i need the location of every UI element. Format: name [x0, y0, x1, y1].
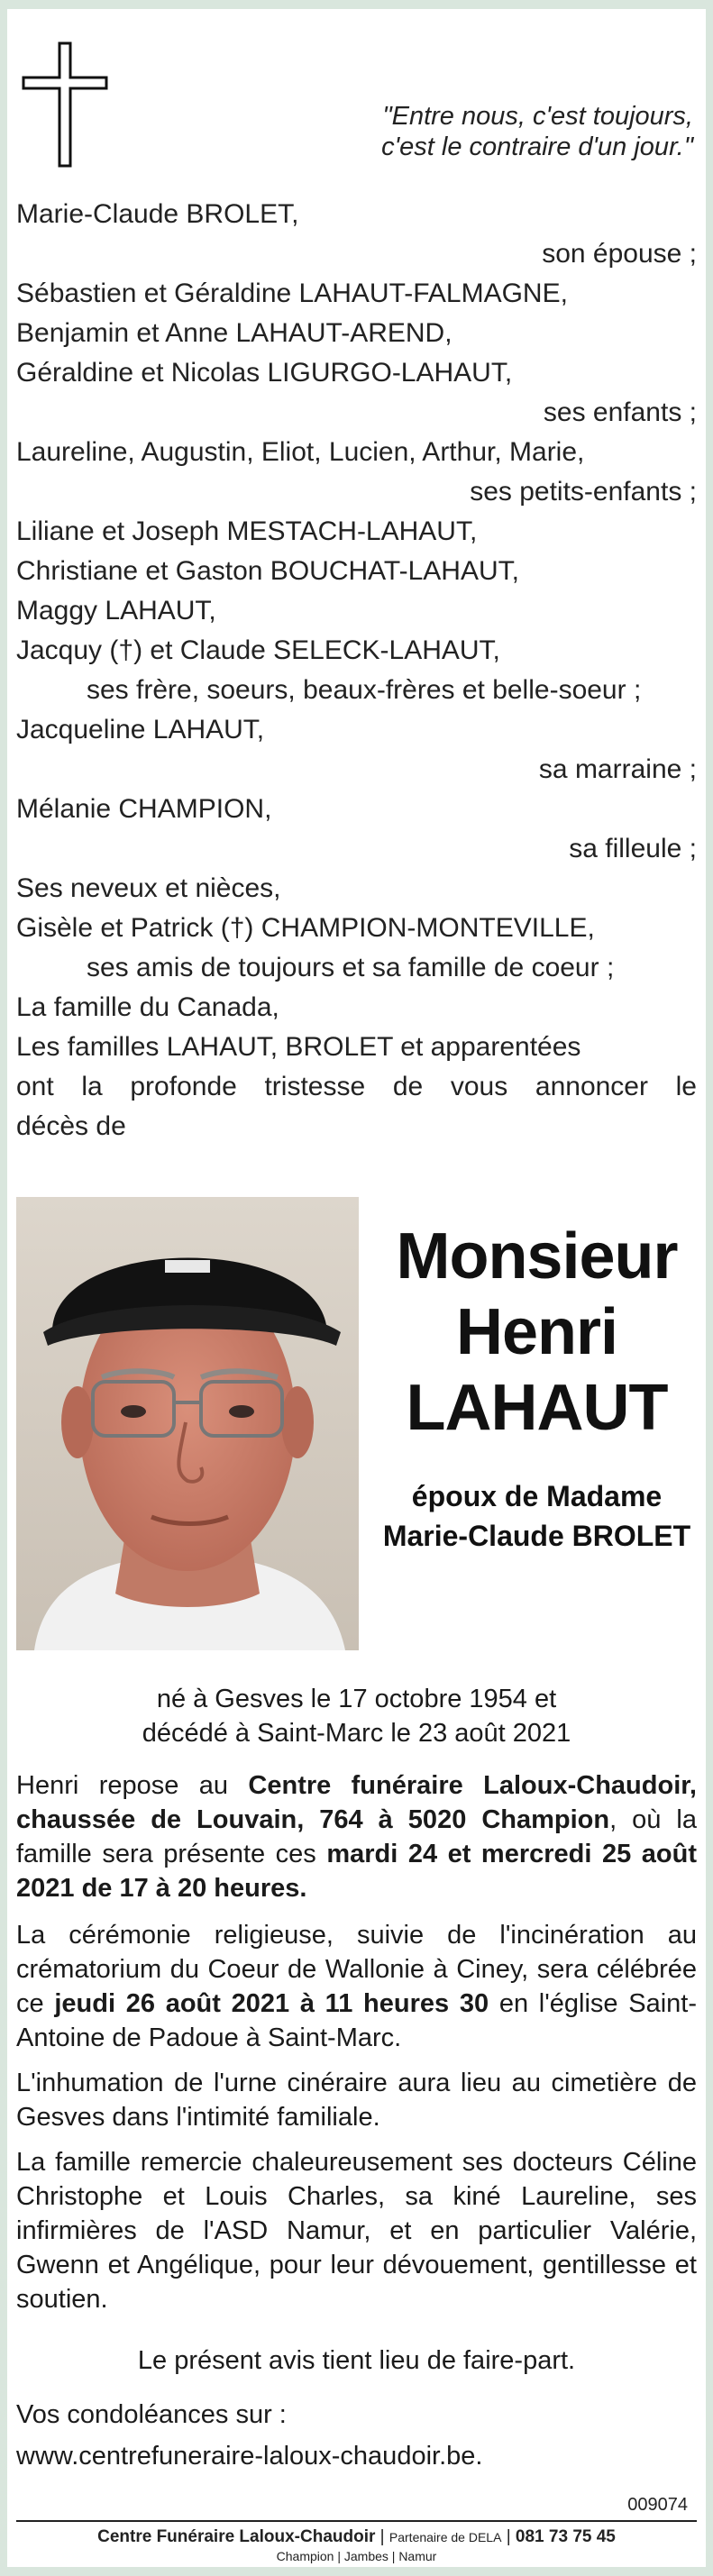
quote-line-2: c'est le contraire d'un jour." — [381, 132, 693, 161]
family-line: ses petits-enfants ; — [470, 477, 697, 507]
family-line: Ses neveux et nièces, — [16, 873, 281, 903]
family-line: décès de — [16, 1111, 126, 1141]
family-line: son épouse ; — [542, 239, 697, 269]
family-line: La famille du Canada, — [16, 992, 279, 1022]
footer-partner: Partenaire de DELA — [388, 2530, 502, 2544]
family-line: Laureline, Augustin, Eliot, Lucien, Arthur, Marie, — [16, 437, 585, 467]
family-line: Gisèle et Patrick (†) CHAMPION-MONTEVILLE, — [16, 913, 595, 943]
family-line: ses amis de toujours et sa famille de coeur ; — [87, 953, 615, 982]
condolences-url[interactable]: www.centrefuneraire-laloux-chaudoir.be. — [16, 2442, 483, 2471]
family-line: Sébastien et Géraldine LAHAUT-FALMAGNE, — [16, 279, 568, 308]
quote-line-1: "Entre nous, c'est toujours, — [382, 102, 693, 131]
footer-phone: 081 73 75 45 — [515, 2527, 616, 2546]
family-line: Maggy LAHAUT, — [16, 596, 216, 626]
footer-locations: Champion | Jambes | Namur — [276, 2549, 437, 2563]
footer-divider — [16, 2520, 697, 2522]
faire-part-notice: Le présent avis tient lieu de faire-part. — [137, 2346, 576, 2375]
thanks-paragraph: La famille remercie chaleureusement ses docteurs Céline Christophe et Louis Charles, sa kiné Laureline, ses infirmières de l'ASD Namur, et en particulier Valérie, Gwenn et Angélique, pour leur dévouement, gentillesse et soutien. — [16, 2148, 697, 2314]
deceased-first-name: Henri — [455, 1296, 618, 1368]
family-line: Mélanie CHAMPION, — [16, 794, 272, 824]
cross-icon — [20, 41, 110, 168]
deceased-title: Monsieur — [396, 1220, 678, 1293]
obituary-card — [7, 9, 706, 2567]
family-line: Jacqueline LAHAUT, — [16, 715, 265, 744]
repose-paragraph: Henri repose au Centre funéraire Laloux-Chaudoir, chaussée de Louvain, 764 à 5020 Champion, où la famille sera présente ces mardi 24 et mercredi 25 août 2021 de 17 à 20 heures. — [16, 1771, 698, 1903]
inhumation-paragraph: L'inhumation de l'urne cinéraire aura lieu au cimetière de Gesves dans l'intimité familiale. — [16, 2069, 697, 2132]
reference-number: 009074 — [627, 2495, 688, 2515]
family-line: Christiane et Gaston BOUCHAT-LAHAUT, — [16, 556, 519, 586]
footer-brand: Centre Funéraire Laloux-Chaudoir — [97, 2527, 376, 2546]
condolences-label: Vos condoléances sur : — [16, 2400, 287, 2429]
family-line: ses enfants ; — [543, 397, 697, 427]
family-line: Jacquy (†) et Claude SELECK-LAHAUT, — [16, 635, 500, 665]
deceased-photo — [16, 1197, 359, 1650]
family-line: Liliane et Joseph MESTACH-LAHAUT, — [16, 516, 478, 546]
spouse-line-1: époux de Madame — [411, 1480, 663, 1512]
spouse-line-2: Marie-Claude BROLET — [382, 1520, 691, 1552]
family-line: Les familles LAHAUT, BROLET et apparentées — [16, 1032, 581, 1062]
birth-line: né à Gesves le 17 octobre 1954 et — [156, 1685, 557, 1713]
ceremony-paragraph: La cérémonie religieuse, suivie de l'incinération au crématorium du Coeur de Wallonie à Ciney, sera célébrée ce jeudi 26 août 2021 à 11 heures 30 en l'église Saint-Antoine de Padoue à Saint-Marc. — [16, 1921, 698, 2052]
deceased-last-name: LAHAUT — [406, 1372, 668, 1444]
family-line: Benjamin et Anne LAHAUT-AREND, — [16, 318, 452, 348]
family-line: sa marraine ; — [538, 754, 697, 784]
family-line: ont la profonde tristesse de vous annoncer le — [16, 1072, 697, 1101]
family-line: ses frère, soeurs, beaux-frères et belle-soeur ; — [87, 675, 642, 705]
epigraph-quote — [381, 101, 693, 162]
family-line: sa filleule ; — [569, 834, 697, 863]
death-line: décédé à Saint-Marc le 23 août 2021 — [142, 1719, 571, 1748]
birth-death-dates — [16, 1682, 697, 1750]
family-line: Géraldine et Nicolas LIGURGO-LAHAUT, — [16, 358, 513, 388]
footer: Centre Funéraire Laloux-Chaudoir | Partenaire de DELA | 081 73 75 45 Champion | Jambes | Namur — [16, 2526, 697, 2563]
family-line: Marie-Claude BROLET, — [16, 199, 299, 229]
